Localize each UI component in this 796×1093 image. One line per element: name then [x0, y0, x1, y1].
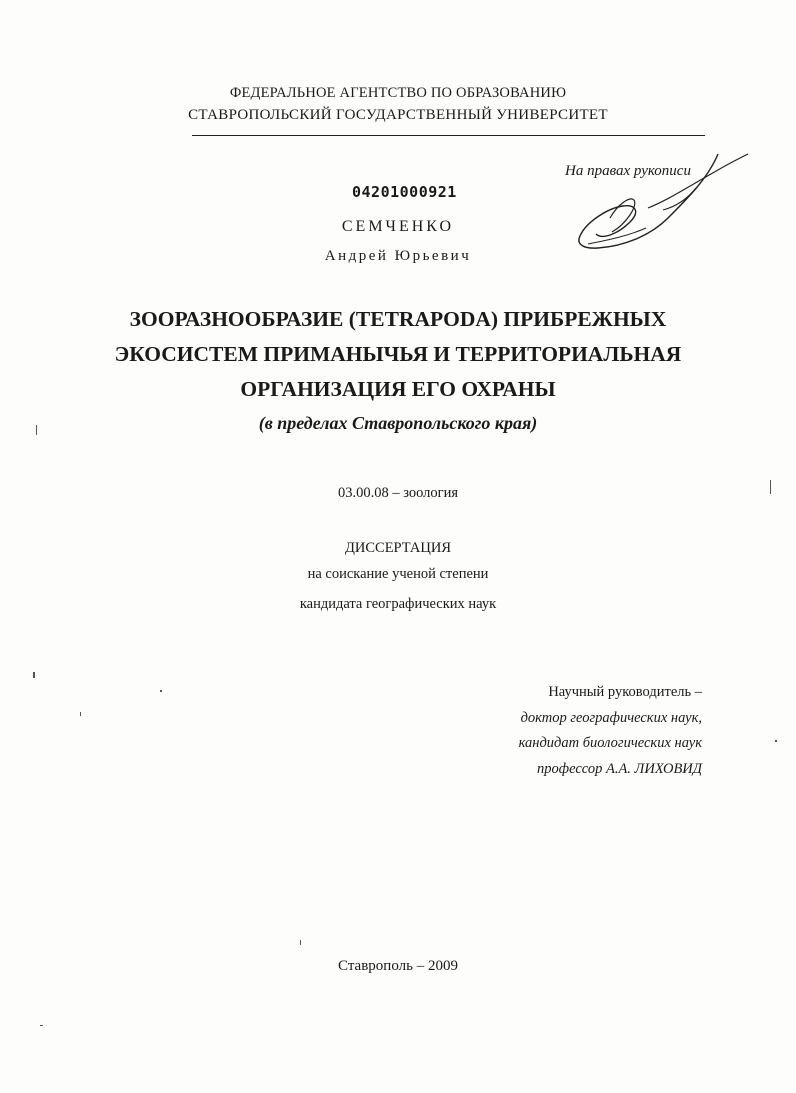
title-line-1: ЗООРАЗНООБРАЗИЕ (TETRAPODA) ПРИБРЕЖНЫХ — [129, 307, 667, 331]
supervisor-role: Научный руководитель – — [548, 684, 702, 700]
registration-number: 04201000921 — [352, 183, 457, 201]
scan-speck — [300, 940, 301, 945]
title-line-2: ЭКОСИСТЕМ ПРИМАНЫЧЬЯ И ТЕРРИТОРИАЛЬНАЯ — [114, 342, 682, 366]
scan-speck — [40, 1025, 43, 1026]
scan-speck — [33, 672, 35, 678]
specialty-code: 03.00.08 – зоология — [337, 485, 459, 501]
dissertation-degree: кандидата географических наук — [299, 596, 497, 612]
author-surname: СЕМЧЕНКО — [341, 218, 455, 235]
agency-name: ФЕДЕРАЛЬНОЕ АГЕНТСТВО ПО ОБРАЗОВАНИЮ — [229, 85, 567, 101]
supervisor-block — [519, 680, 702, 782]
dissertation-type: ДИССЕРТАЦИЯ — [344, 540, 452, 556]
header-divider — [192, 135, 705, 136]
scan-speck — [775, 740, 777, 742]
dissertation-subtitle: (в пределах Ставропольского края) — [258, 413, 538, 433]
signature-image — [568, 148, 758, 258]
title-line-3: ОРГАНИЗАЦИЯ ЕГО ОХРАНЫ — [240, 377, 556, 401]
dissertation-title — [80, 302, 716, 407]
place-and-year: Ставрополь – 2009 — [338, 958, 458, 974]
supervisor-degree-1: доктор географических наук, — [520, 709, 702, 726]
scan-speck — [36, 425, 37, 435]
scan-speck — [160, 690, 162, 692]
scan-speck — [80, 712, 81, 716]
supervisor-degree-2: кандидат биологических наук — [518, 735, 702, 751]
university-name: СТАВРОПОЛЬСКИЙ ГОСУДАРСТВЕННЫЙ УНИВЕРСИТЕТ — [188, 107, 608, 123]
supervisor-name: профессор А.А. ЛИХОВИД — [537, 760, 702, 777]
scan-speck — [770, 480, 771, 494]
rights-note: На правах рукописи — [565, 163, 691, 179]
author-given-names: Андрей Юрьевич — [324, 248, 472, 264]
dissertation-purpose: на соискание ученой степени — [307, 566, 489, 582]
